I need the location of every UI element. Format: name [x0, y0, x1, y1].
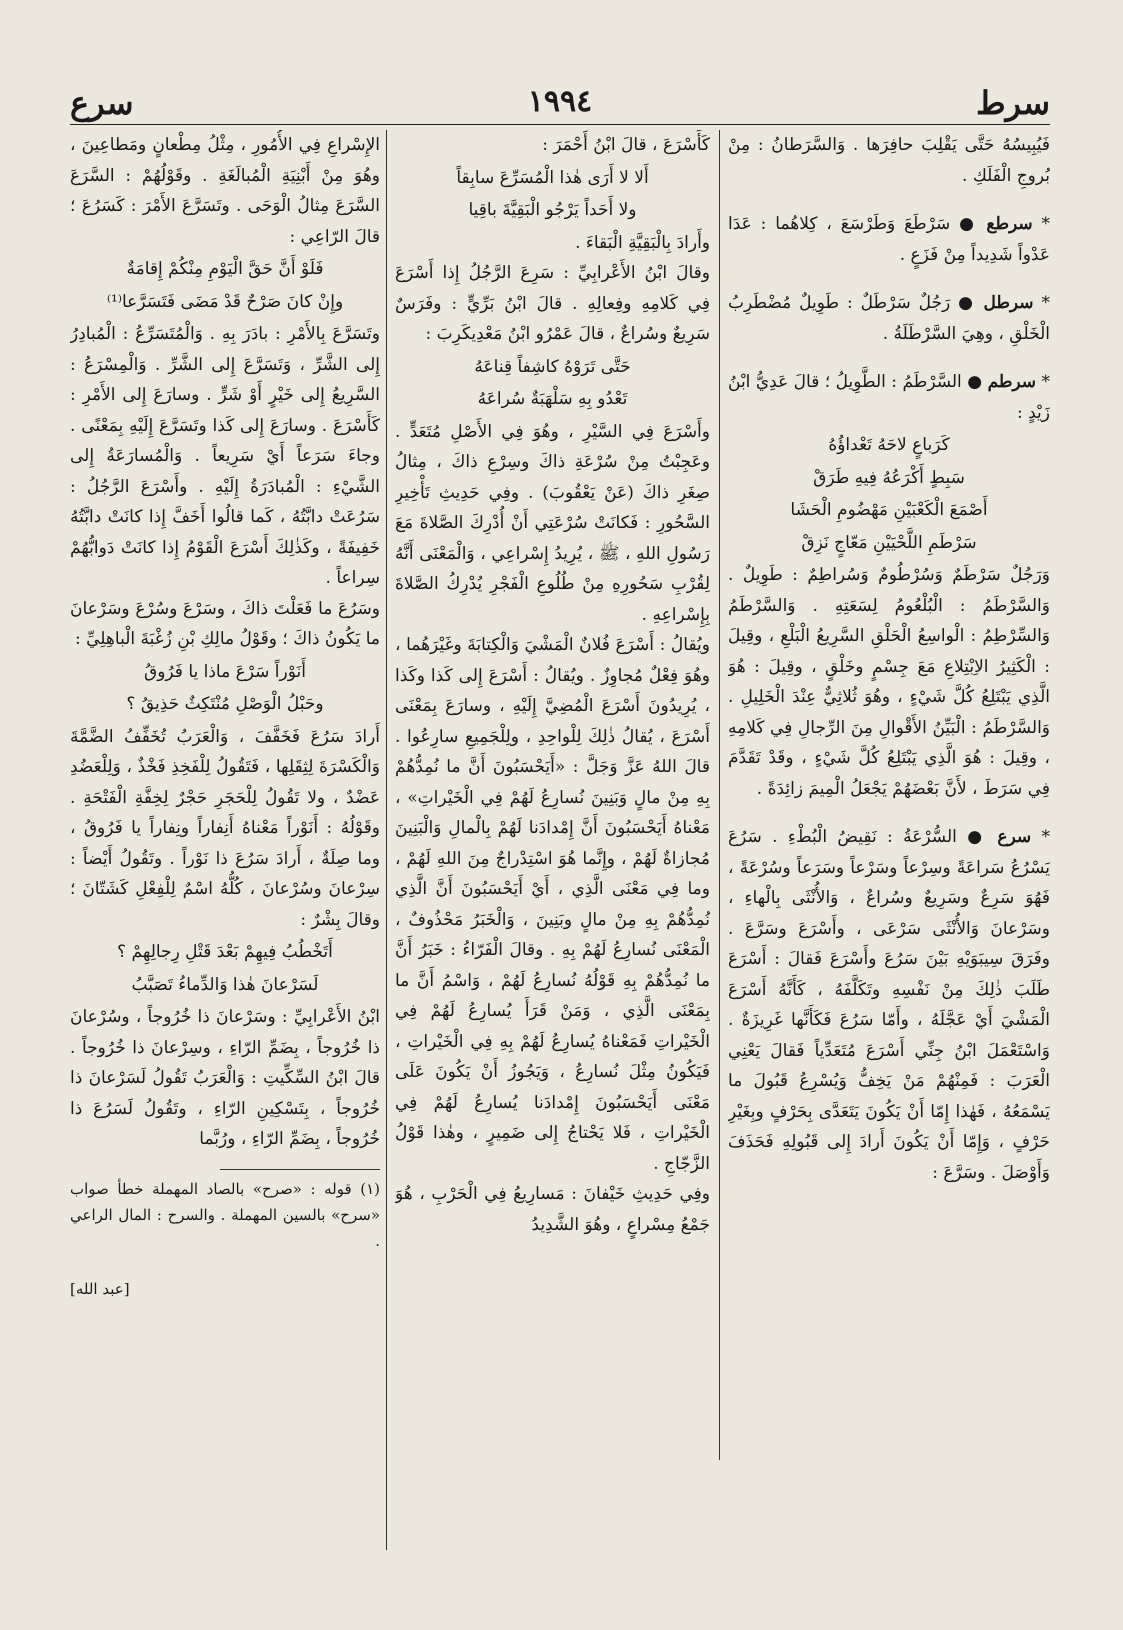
paragraph: كَأَسْرَعَ ، قالَ ابْنُ أَحْمَرَ :: [542, 135, 710, 155]
left-column: [70, 130, 380, 1630]
verse-line: أَنَوْراً سَرْعَ ماذا يا فَرُوقُ: [144, 661, 306, 682]
entry-text: وَرَجُلٌ سَرْطَمٌ وَسُرْطُومٌ وَسُراطِمٌ : طَوِيلٌ . وَالسَّرْطَمُ : الْبُلْعُومُ لِسَعَتِهِ . وَالسَّرْطَمُ وَالسِّرْطِمُ : الْواسِعُ الْحَلْقِ السَّرِيعُ الْبَلْعِ ، وقِيلَ : الْكَثِيرُ الاِبْتِلاعِ مَعَ جِسْمٍ وخَلْقٍ ، وقِيلَ : هُوَ الَّذِي يَبْتَلِعُ كُلَّ شَيْءٍ ، وهُوَ ثُلاثِيٌّ عِنْدَ الْخَلِيلِ . وَالسَّرْطَمُ : الْبَيِّنُ الأَقْوالِ مِنَ الرِّجالِ فِي كَلامِهِ ، وقِيلَ : هُوَ الَّذِي يَبْتَلِعُ كُلَّ شَيْءٍ ، وقَدْ تَقَدَّمَ فِي سَرَطَ ، لأَنَّ بَعْضَهُمْ يَجْعَلُ الْمِيمَ زائِدَةً .: [728, 565, 1050, 799]
entry-headword: سرطل: [983, 293, 1034, 313]
paragraph: وفِي حَدِيثِ خَيْفانَ : مَسارِيعُ فِي الْحَرْبِ ، هُوَ جَمْعُ مِسْراعٍ ، وهُوَ الشَّدِيدُ: [395, 1184, 710, 1235]
entry-paragraph: [728, 822, 1050, 1188]
paragraph: ويُقالُ : أَسْرَعَ فُلانٌ الْمَشْيَ وَالْكِتابَةَ وغَيْرَهُما ، وهُوَ فِعْلٌ مُجاوِزٌ . ويُقالُ : أَسْرَعَ إِلى كَذا وكَذا ، يُرِيدُونَ أَسْرَعَ الْمُضِيَّ إِلَيْهِ ، وسارَعَ بِمَعْنَى أَسْرَعَ ، يُقالُ ذٰلِكَ لِلْواحِدِ ، ولِلْجَمِيعِ سارِعُوا . قالَ اللهُ عَزَّ وَجَلَّ : «أَيَحْسَبُونَ أَنَّ ما نُمِدُّهُمْ بِهِ مِنْ مالٍ وَبَنِينَ نُسارِعُ لَهُمْ فِي الْخَيْراتِ» ، مَعْناهُ أَيَحْسَبُونَ أَنَّ إِمْدادَنا لَهُمْ بِالْمالِ وَالْبَنِينَ مُجازاةٌ لَهُمْ ، وإِنَّما هُوَ اسْتِدْراجٌ مِنَ اللهِ لَهُمْ ، وما فِي مَعْنَى الَّذِي ، أَيْ أَيَحْسَبُونَ أَنَّ الَّذِي نُمِدُّهُمْ بِهِ مِنْ مالٍ وبَنِينَ ، وَالْخَبَرُ مَحْذُوفٌ ، الْمَعْنَى نُسارِعُ لَهُمْ بِهِ . وقالَ الْفَرّاءُ : خَبَرُ أَنَّ ما نُمِدُّهُمْ بِهِ قَوْلُهُ نُسارِعُ لَهُمْ ، وَاسْمُ أَنَّ ما بِمَعْنَى الَّذِي ، وَمَنْ قَرَأَ يُسارِعُ لَهُمْ فِي الْخَيْراتِ فَمَعْناهُ يُسارِعُ لَهُمْ بِهِ فِي الْخَيْراتِ ، فَيَكُونُ مِثْلَ نُسارِعُ ، وَيَجُوزُ أَنْ يَكُونَ عَلَى مَعْنَى أَيَحْسَبُونَ إِمْدادَنا يُسارِعُ لَهُمْ فِي الْخَيْراتِ ، فَلا يَحْتاجُ إِلى ضَمِيرٍ ، وهٰذا قَوْلُ الزَّجّاجِ .: [395, 635, 710, 1174]
verse-line: كَرَباعٍ لاحَهُ تَعْداؤُهُ: [828, 435, 950, 455]
entry-paragraph: [728, 209, 1050, 270]
entry-marker: *: [1031, 827, 1050, 847]
paragraph: وسَرُعَ ما فَعَلْتَ ذاكَ ، وسَرْعَ وسُرْعَ وسَرْعانَ ما يَكُونُ ذاكَ ؛ وقَوْلُ مالِكِ بْنِ زُغْبَةَ الْباهِلِيِّ :: [70, 598, 380, 649]
verse-line: أَتَخْطُبُ فِيهِمْ بَعْدَ قَتْلِ رِجالِهِمْ ؟: [117, 942, 333, 962]
entry-marker: *: [1033, 293, 1050, 313]
column-divider-right: [719, 130, 720, 1460]
entry-marker: ●: [950, 293, 984, 313]
verse-line: أَلا لا أَرَى هٰذا الْمُسَرِّعَ سابِقاً: [456, 167, 649, 188]
verse-line: تَعْدُو بِهِ سَلْهَبَةٌ سُراعَهُ: [477, 389, 628, 409]
verse-line: فَلَوْ أَنَّ حَقَّ الْيَوْمِ مِنْكُمْ إِقامَةٌ: [126, 259, 324, 279]
entry-marker: ●: [961, 372, 988, 392]
paragraph: أَرادَ سَرُعَ فَخَفَّفَ ، وَالْعَرَبُ تُخَفِّفُ الضَّمَّةَ وَالْكَسْرَةَ لِثِقَلِها ، فَتَقُولُ لِلْفَخِذِ فَخْذٌ ، وَلِلْعَضُدِ عَضْدٌ ، ولا تَقُولُ لِلْحَجَرِ حَجْرٌ لِخِفَّةِ الْفَتْحَةِ . وقَوْلُهُ : أَنَوْراً مَعْناهُ أَنِفاراً ونِفاراً يا فَرُوقُ ، وما صِلَةٌ ، أَرادَ سَرُعَ ذا نَوْراً . وتَقُولُ أَيْضاً : سِرْعانَ وسُرْعانَ ، كُلُّهُ اسْمٌ لِلْفِعْلِ كَشَتّانَ ؛ وقالَ بِشْرٌ :: [70, 726, 380, 930]
paragraph: فَيُبِيسُهُ حَتَّى يَقْلِبَ حافِرَها . وَالسَّرَطانُ : مِنْ بُروجِ الْفَلَكِ .: [728, 135, 1050, 186]
verse-line: ولا أَحَداً يَرْجُو الْبَقِيَّةَ باقِيا: [468, 200, 637, 220]
page-header: [70, 84, 1050, 124]
entry-headword: سرطم: [987, 372, 1037, 392]
paragraph: وتَسَرَّعَ بِالأَمْرِ : بادَرَ بِهِ . وَالْمُتَسَرِّعُ : الْمُبادِرُ إِلى الشَّرِّ ، وَتَسَرَّعَ إِلى الشَّرِّ . وَالْمِسْرَعُ : السَّرِيعُ إِلى خَيْرٍ أَوْ شَرٍّ . وسارَعَ إِلى الأَمْرِ : كَأَسْرَعَ . وسارَعَ إِلى كَذا وتَسَرَّعَ إِلَيْهِ بِمَعْنًى . وجاءَ سَرَعاً أَيْ سَرِيعاً . وَالْمُسارَعَةُ إِلى الشَّيْءِ : الْمُبادَرَةُ إِلَيْهِ . وأَسْرَعَ الرَّجُلُ : سَرُعَتْ دابَّتُهُ ، كَما قالُوا أَخَفَّ إِذا كانَتْ دابَّتُهُ خَفِيفَةً ، وكَذٰلِكَ أَسْرَعَ الْقَوْمُ إِذا كانَتْ دَوابُّهُمْ سِراعاً .: [70, 324, 380, 588]
entry-headword: سرع: [997, 827, 1032, 847]
entry-text: السُّرْعَةُ : نَقِيضُ الْبُطْءِ . سَرُعَ يَسْرُعُ سَراعَةً وسِرْعاً وسَرْعاً وسَرَعاً وسُرْعَةً ، فَهُوَ سَرِعٌ وسَرِيعٌ وسُراعٌ ، وَالأُنْثَى بِالْهاءِ ، وسَرْعانَ وَالأُنْثَى سَرْعَى ، وأَسْرَعَ وسَرَّعَ . وفَرَقَ سِيبَوَيْهِ بَيْنَ سَرُعَ وأَسْرَعَ فَقالَ : أَسْرَعَ طَلَبَ ذٰلِكَ مِنْ نَفْسِهِ وتَكَلَّفَهُ ، كَأَنَّهُ أَسْرَعَ الْمَشْيَ أَيْ عَجَّلَهُ ، وأَمّا سَرُعَ فَكَأَنَّها غَرِيزَةٌ . وَاسْتَعْمَلَ ابْنُ جِنِّي أَسْرَعَ مُتَعَدِّياً فَقالَ يَعْنِي الْعَرَبَ : فَمِنْهُمْ مَنْ يَخِفُّ وَيُسْرِعُ قَبُولَ ما يَسْمَعُهُ ، فَهٰذا إِمّا أَنْ يَكُونَ يَتَعَدَّى بِحَرْفٍ وبِغَيْرِ حَرْفٍ ، وَإِمّا أَنْ يَكُونَ أَرادَ إِلى قَبُولِهِ فَحَذَفَ وَأَوْصَلَ . وسَرَّعَ :: [728, 827, 1050, 1183]
verse-line: وإِنْ كانَ صَرْحٌ قَدْ مَضَى فَتَسَرَّعا⁽¹⁾: [106, 291, 344, 312]
entry-text: رَجُلٌ سَرْطَلٌ : طَوِيلٌ مُضْطَرِبُ الْخَلْقِ ، وهِيَ السَّرْطَلَةُ .: [728, 293, 1050, 344]
column-divider-left: [386, 130, 387, 1550]
footnote-rule: [220, 1169, 380, 1170]
entry-marker: ●: [956, 827, 998, 847]
verse-line: سَرْطَمِ اللَّحْيَيْنِ مَعّاجٍ نَزِقْ: [801, 532, 977, 553]
verse-line: أَصْمَعَ الْكَعْبَيْنِ مَهْضُومِ الْحَشَا: [790, 500, 988, 520]
header-root-right: سرط: [975, 84, 1050, 122]
entry-paragraph: [728, 288, 1050, 349]
page-number: ١٩٩٤: [527, 84, 593, 119]
paragraph: وأَسْرَعَ فِي السَّيْرِ ، وهُوَ فِي الأَصْلِ مُتَعَدٍّ . وعَجِبْتُ مِنْ سُرْعَةِ ذاكَ وسِرْعِ ذاكَ ، مِثالُ صِغَرِ ذاكَ (عَنْ يَعْقُوبَ) . وفِي حَدِيثِ تَأْخِيرِ السَّحُورِ : فَكانَتْ سُرْعَتِي أَنْ أُدْرِكَ الصَّلاةَ مَعَ رَسُولِ اللهِ ، ﷺ ، يُرِيدُ إِسْراعِي ، وَالْمَعْنَى أَنَّهُ لِقُرْبِ سَحُورِهِ مِنْ طُلُوعِ الْفَجْرِ يُدْرِكُ الصَّلاةَ بِإِسْراعِهِ .: [395, 421, 710, 625]
entry-marker: *: [1032, 214, 1050, 234]
right-column: [728, 130, 1050, 1460]
verse-line: حَتَّى تَرَوْهُ كاشِفاً قِناعَهُ: [474, 356, 631, 377]
entry-paragraph: [728, 367, 1050, 804]
header-root-left: سرع: [70, 84, 134, 122]
entry-marker: ●: [950, 214, 987, 234]
verse-line: وحَبْلُ الْوَصْلِ مُنْتَكِثٌ حَذِيقُ ؟: [126, 694, 324, 714]
entry-text: السَّرْطَمُ : الطَّوِيلُ ؛ قالَ عَدِيُّ ابْنُ زَيْدٍ :: [728, 372, 1050, 423]
verse-line: سَبِطٍ أَكْرَعُهُ فِيهِ طَرَقْ: [813, 467, 965, 488]
entry-headword: سرطع: [986, 214, 1033, 234]
header-rule: [70, 124, 1050, 125]
entry-text: سَرْطَعَ وَطَرْسَعَ ، كِلاهُما : عَدَا عَدْواً شَدِيداً مِنْ فَزَعٍ .: [728, 214, 1050, 265]
editor-signature: [عبد الله]: [70, 1279, 130, 1298]
paragraph: ابْنُ الأَعْرابِيِّ : وسَرْعانَ ذا خُرُوجاً ، وسُرْعانَ ذا خُرُوجاً ، بِضَمِّ الرّاءِ ، وسِرْعانَ ذا خُرُوجاً . قالَ ابْنُ السِّكِّيتِ : وَالْعَرَبُ تَقُولُ لَسَرْعانَ ذا خُرُوجاً ، بِتَسْكِينِ الرّاءِ ، وتَقُولُ لَسَرُعَ ذا خُرُوجاً ، بِضَمِّ الرّاءِ ، ورُبَّما: [70, 1007, 380, 1149]
paragraph: الإِسْراعِ فِي الأُمُورِ ، مِثْلُ مِطْعانٍ ومَطاعِينَ ، وهُوَ مِنْ أَبْنِيَةِ الْمُبالَغَةِ . وقَوْلُهُمْ : السَّرَعَ السَّرَعَ مِثالُ الْوَحَى . وتَسَرَّعَ الأَمْرَ : كَسَرُعَ ؛ قالَ الرّاعِي :: [70, 135, 380, 247]
middle-column: [395, 130, 710, 1555]
verse-line: لَسَرْعانَ هٰذا وَالدِّماءُ تَصَبَّبُ: [131, 974, 319, 995]
paragraph: وقالَ ابْنُ الأَعْرابِيِّ : سَرِعَ الرَّجُلُ إِذا أَسْرَعَ فِي كَلامِهِ وفِعالِهِ . قالَ ابْنُ بَرِّيٍّ : وفَرَسٌ سَرِيعٌ وسُراعٌ ، قالَ عَمْرُو ابْنُ مَعْدِيكَرِبَ :: [395, 263, 710, 344]
footnote: (١) قوله : «صرح» بالصاد المهملة خطأ صواب «سرح» بالسين المهملة . والسرح : المال الراعي .: [70, 1179, 380, 1250]
entry-marker: *: [1036, 372, 1050, 392]
paragraph: وأَرادَ بِالْبَقِيَّةِ الْبَقاءَ .: [575, 232, 710, 253]
